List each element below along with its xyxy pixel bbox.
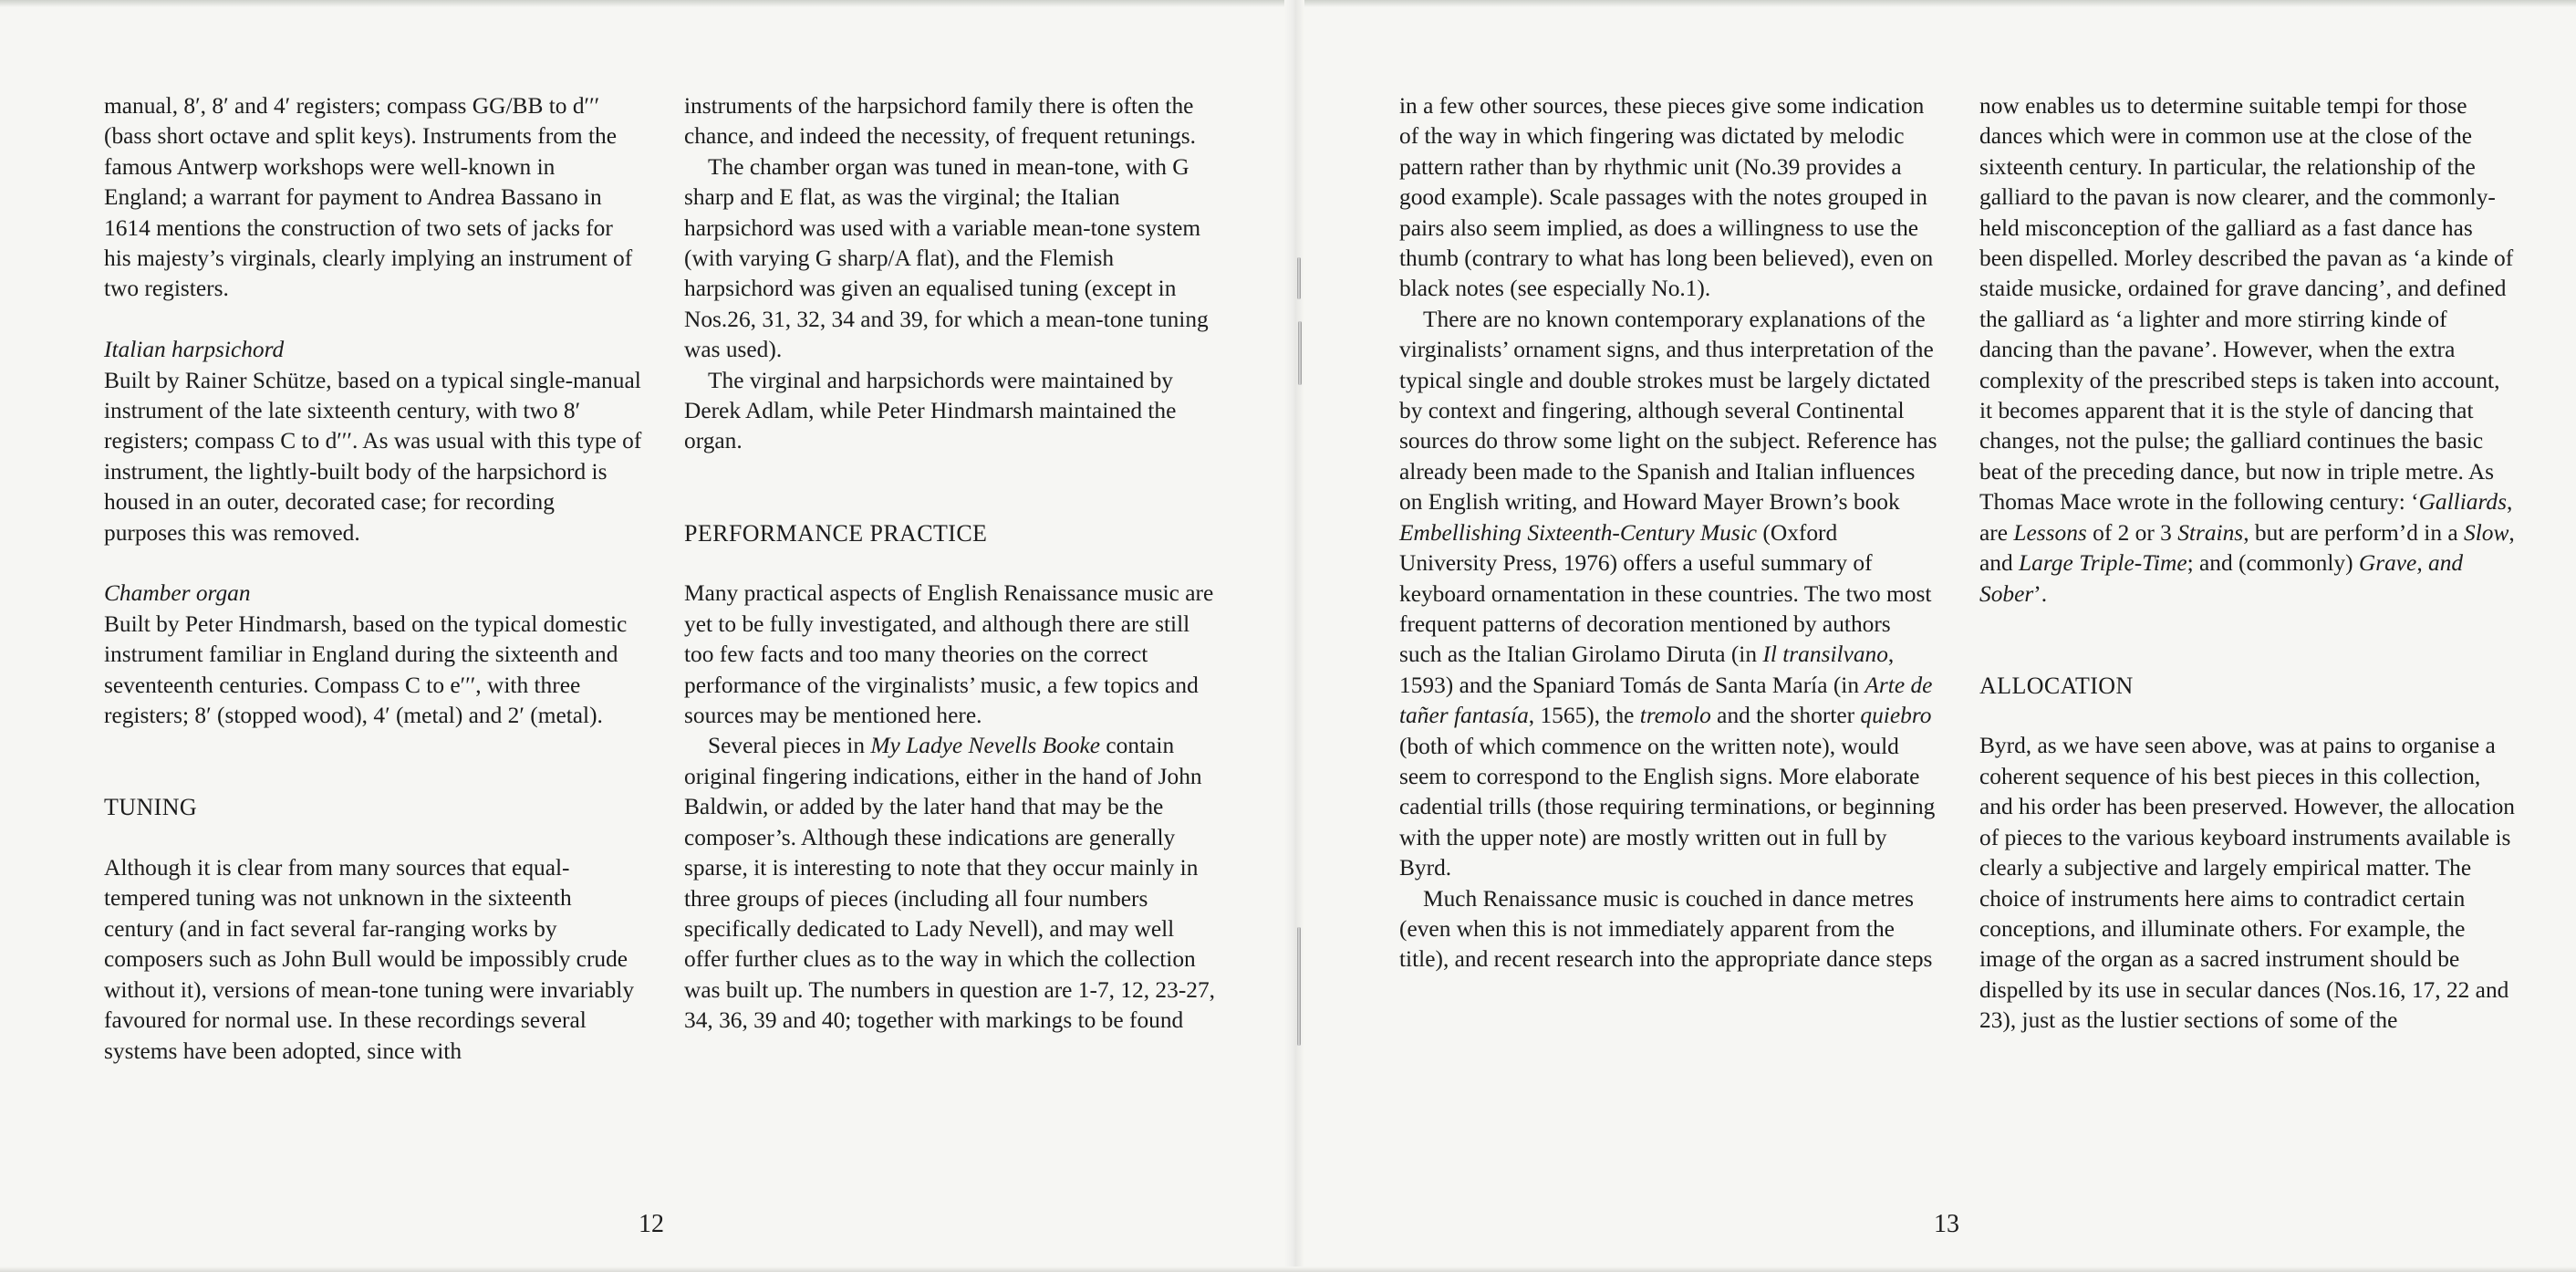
text-run: , 1593) and the Spaniard Tomás de Santa María (in xyxy=(1399,641,1895,698)
temperament-paragraph: The chamber organ was tuned in mean-tone, with G sharp and E flat, as was the virginal; the Italian harpsichord was used with a variable mean-tone system (with varying G sharp/A flat), and the Flemish harpsichord was given an equalised tuning (except in Nos.26, 31, 32, 34 and 39, for which a mean-tone tuning was used). xyxy=(684,153,1209,363)
book-title: Embellishing Sixteenth-Century Music xyxy=(1399,519,1758,546)
text-run: (both of which commence on the written note), would seem to correspond to the English signs. More elaborate cadential trills (those requiring terminations, or beginning with the upper note) are mostly written out in full by Byrd. xyxy=(1399,733,1936,881)
text-run: , 1565), the xyxy=(1528,703,1640,729)
text-run: , are xyxy=(1979,489,2513,546)
instrument-paragraph: manual, 8′, 8′ and 4′ registers; compass GG/BB to d′′′ (bass short octave and split keys). Instruments from the famous Antwerp workshops were well-known in England; a warrant for payment to Andrea Bassano in 1614 mentions the construction of two sets of jacks for his majesty’s virginals, clearly implying an instrument of two registers. xyxy=(104,93,633,302)
retuning-paragraph: instruments of the harpsichord family there is often the chance, and indeed the necessity, of frequent retunings. xyxy=(684,93,1196,150)
term: quiebro xyxy=(1860,703,1932,729)
text-run: , and xyxy=(1979,519,2515,577)
maintenance-paragraph: The virginal and harpsichords were maintained by Derek Adlam, while Peter Hindmarsh maintained the organ. xyxy=(684,367,1177,454)
dance-metres-paragraph: Much Renaissance music is couched in dance metres (even when this is not immediately apparent from the title), and recent research into the appropriate dance steps xyxy=(1399,885,1933,973)
term: tremolo xyxy=(1639,703,1711,729)
performance-intro-paragraph: Many practical aspects of English Renaissance music are yet to be fully investigated, and although there are still too few facts and too many theories on the correct performance of the virginalists’ music, a few topics and sources may be mentioned here. xyxy=(684,580,1214,729)
page13-column-right xyxy=(1979,91,2518,1037)
italian-harpsichord-heading: Italian harpsichord xyxy=(104,337,285,363)
page-number-left: 12 xyxy=(639,1210,664,1238)
allocation-heading: ALLOCATION xyxy=(1979,672,2134,699)
quote-term: Large Triple-Time xyxy=(2019,550,2187,577)
chamber-organ-text: Built by Peter Hindmarsh, based on the typical domestic instrument familiar in England during the sixteenth and seventeenth centuries. Compass C to e′′′, with three registers; 8′ (stopped wood), 4′ (metal) and 2′ (metal). xyxy=(104,610,628,729)
staple-top-icon xyxy=(1297,257,1301,299)
text-run: and the shorter xyxy=(1710,703,1861,729)
quote-term: Galliards xyxy=(2418,489,2507,516)
fingering-continued-paragraph: in a few other sources, these pieces give some indication of the way in which fingering was dictated by melodic pattern rather than by rhythmic unit (No.39 provides a good example). Scale passages with the notes grouped in pairs also seem implied, as does a willingness to use the thumb (contrary to what has long been believed), even on black notes (see especially No.1). xyxy=(1399,93,1934,302)
tuning-text: Although it is clear from many sources that equal-tempered tuning was not unknown in the sixteenth century (and in fact several far-ranging works by composers such as John Bull would be impossibly crude without it), versions of mean-tone tuning were invariably favoured for normal use. In these recordings several systems have been adopted, since with xyxy=(104,855,635,1064)
bottom-edge-shadow xyxy=(0,1267,2576,1272)
text-run: , but are perform’d in a xyxy=(2243,519,2465,546)
text-run: (Oxford University Press, 1976) offers a useful summary of keyboard ornamentation in these countries. The two most frequent patterns of decoration mentioned by authors such as the Italian Girolamo Diruta (in xyxy=(1399,519,1932,668)
text-run: There are no known contemporary explanations of the virginalists’ ornament signs, and thus interpretation of the typical single and double strokes must be largely dictated by context and fingering, although several Continental sources do throw some light on the subject. Reference has already been made to the Spanish and Italian influences on English writing, and Howard Mayer Brown’s book xyxy=(1399,306,1937,516)
text-run: ; and (commonly) xyxy=(2186,550,2359,577)
page12-column-left xyxy=(104,91,642,1067)
book-title: Arte de tañer fantasía xyxy=(1399,672,1933,729)
text-run: contain original fingering indications, either in the hand of John Baldwin, or added by the later hand that may be the composer’s. Although these indications are generally sparse, it is interesting to note that they occur mainly in three groups of pieces (including all four numbers specifically dedicated to Lady Nevell), and may well offer further clues as to the way in which the collection was built up. The numbers in question are 1-7, 12, 23-27, 34, 36, 39 and 40; together with markings to be found xyxy=(684,733,1216,1034)
allocation-text: Byrd, as we have seen above, was at pains to organise a coherent sequence of his best pieces in this collection, and his order has been preserved. However, the allocation of pieces to the various keyboard instruments available is clearly a subjective and largely empirical matter. The choice of instruments here aims to contradict certain conceptions, and illuminate others. For example, the image of the organ as a sacred instrument should be dispelled by its use in secular dances (Nos.16, 17, 22 and 23), just as the lustier sections of some of the xyxy=(1979,733,2515,1034)
book-title: My Ladye Nevells Booke xyxy=(870,733,1101,759)
chamber-organ-heading: Chamber organ xyxy=(104,580,251,607)
page-number-right: 13 xyxy=(1934,1210,1959,1238)
staple-top-lower-icon xyxy=(1298,321,1302,385)
text-run: Several pieces in xyxy=(708,733,871,759)
ornament-paragraph xyxy=(1399,305,1937,884)
italian-harpsichord-text: Built by Rainer Schütze, based on a typical single-manual instrument of the late sixteenth century, with two 8′ registers; compass C to d′′′. As was usual with this type of instrument, the lightly-built body of the harpsichord is housed in an outer, decorated case; for recording purposes this was removed. xyxy=(104,367,642,546)
book-title: Il transilvano xyxy=(1762,641,1888,668)
text-run: now enables us to determine suitable tempi for those dances which were in common use at the close of the sixteenth century. In particular, the relationship of the galliard to the pavan is now clearer, and the commonly-held misconception of the galliard as a fast dance has been dispelled. Morley described the pavan as ‘a kinde of staide musicke, ordained for grave dancing’, and defined the galliard as ‘a lighter and more stirring kinde of dancing than the pavane’. However, when the extra complexity of the prescribed steps is taken into account, it becomes apparent that it is the style of dancing that changes, not the pulse; the galliard continues the basic beat of the preceding dance, but now in triple metre. As Thomas Mace wrote in the following century: ‘ xyxy=(1979,93,2514,516)
performance-practice-heading: PERFORMANCE PRACTICE xyxy=(684,519,988,547)
center-fold xyxy=(1284,0,1304,1272)
quote-term: Slow xyxy=(2464,519,2509,546)
dance-tempi-paragraph xyxy=(1979,91,2518,610)
page13-column-left xyxy=(1399,91,1937,975)
tuning-heading: TUNING xyxy=(104,794,198,821)
staple-bottom-icon xyxy=(1297,927,1301,1046)
text-run: of 2 or 3 xyxy=(2086,519,2178,546)
fingering-paragraph xyxy=(684,731,1222,1036)
page12-column-right xyxy=(684,91,1222,1037)
text-run: ’. xyxy=(2033,580,2048,607)
quote-term: Strains xyxy=(2177,519,2244,546)
quote-term: Lessons xyxy=(2013,519,2087,546)
quote-term: Grave, and Sober xyxy=(1979,550,2464,607)
